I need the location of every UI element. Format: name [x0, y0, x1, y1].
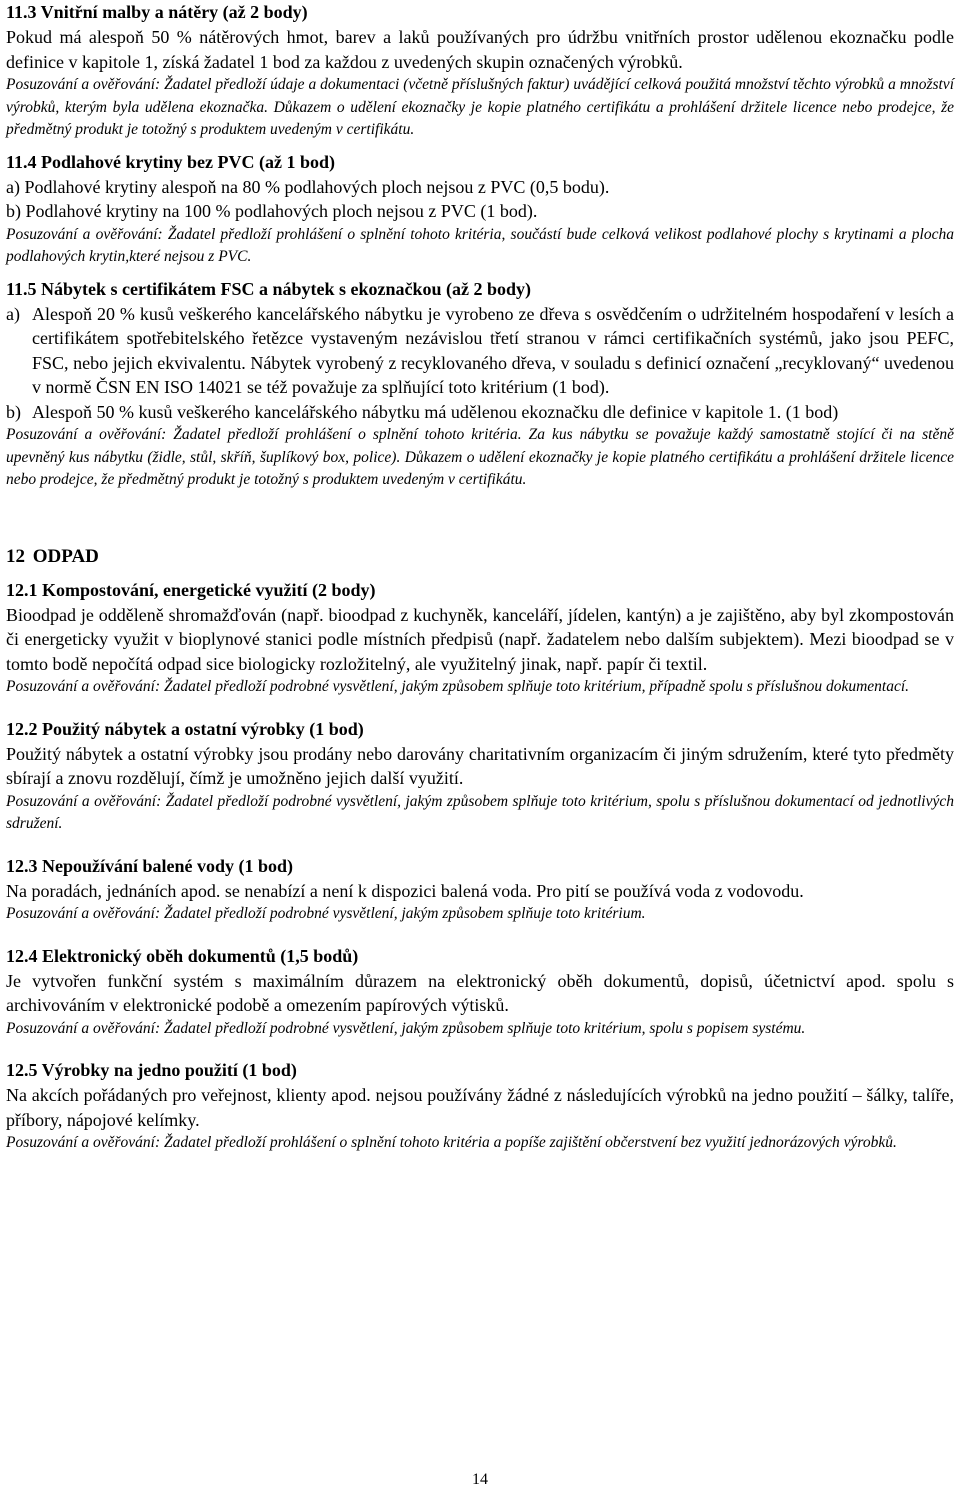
chapter-12-heading: 12 ODPAD	[6, 545, 99, 567]
section-12-1-body: Bioodpad je odděleně shromažďován (např. bioodpad z kuchyněk, kanceláří, jídelen, kantýn) a je zajištěno, aby byl zkompostován či energeticky využit v bioplynové stanici podle místních předpisů (např. žadatelem nebo dalším subjektem). Mezi bioodpad se v tomto bodě nepočítá odpad sice biologicky rozložitelný, ale využitelný jinak, např. papír či textil.	[6, 604, 954, 674]
section-12-3-assessment: Posuzování a ověřování: Žadatel předloží podrobné vysvětlení, jakým způsobem splňuje toto kritérium.	[6, 905, 646, 922]
list-marker: b)	[6, 401, 21, 422]
section-11-4-heading: 11.4 Podlahové krytiny bez PVC (až 1 bod)	[6, 151, 336, 172]
list-item-text: Alespoň 50 % kusů veškerého kancelářského nábytku má udělenou ekoznačku dle definice v kapitole 1. (1 bod)	[32, 401, 839, 422]
section-11-4-item-b: b) Podlahové krytiny na 100 % podlahových ploch nejsou z PVC (1 bod).	[6, 201, 538, 221]
section-11-3-assessment: Posuzování a ověřování: Žadatel předloží údaje a dokumentaci (včetně příslušných faktur) uvádějící celková použitá množství těchto výrobků a množství výrobků, kterým byla udělena ekoznačka. Důkazem o udělení ekoznačky je kopie platného certifikátu a prohlášení držitele licence nebo prodejce, že předmětný produkt je totožný s produktem uvedeným v certifikátu.	[6, 76, 954, 138]
section-11-5-item-b	[6, 400, 954, 425]
section-11-5-item-a	[6, 302, 954, 400]
section-12-5-heading: 12.5 Výrobky na jedno použití (1 bod)	[6, 1060, 297, 1080]
list-item-text: Alespoň 20 % kusů veškerého kancelářského nábytku je vyrobeno ze dřeva s osvědčením o udržitelném hospodaření v lesích a certifikátem spotřebitelského řetězce vystaveným nezávislou třetí stranou v rámci certifikačních systémů, jako jsou PEFC, FSC, nebo jejich ekvivalentu. Nábytek vyrobený z recyklovaného dřeva, v souladu s definicí označení „recyklovaný“ uvedenou v normě ČSN EN ISO 14021 se též považuje za splňující toto kritérium (1 bod).	[32, 303, 954, 397]
section-12-2-body: Použitý nábytek a ostatní výrobky jsou prodány nebo darovány charitativním organizacím či jiným sdružením, které tyto předměty sbírají a znovu rozdělují, čímž je umožněno jejich další využití.	[6, 743, 954, 788]
section-12-2-assessment: Posuzování a ověřování: Žadatel předloží podrobné vysvětlení, jakým způsobem splňuje toto kritérium, spolu s příslušnou dokumentací od jednotlivých sdružení.	[6, 792, 954, 832]
section-11-3-heading: 11.3 Vnitřní malby a nátěry (až 2 body)	[6, 2, 308, 22]
section-12-4-body: Je vytvořen funkční systém s maximálním důrazem na elektronický oběh dokumentů, dopisů, účetnictví apod. spolu s archivováním v elektronické podobě a omezením papírových výtisků.	[6, 970, 954, 1015]
section-12-4-assessment: Posuzování a ověřování: Žadatel předloží podrobné vysvětlení, jakým způsobem splňuje toto kritérium, spolu s popisem systému.	[6, 1019, 806, 1037]
list-marker: a)	[6, 303, 20, 324]
section-12-4-heading: 12.4 Elektronický oběh dokumentů (1,5 bodů)	[6, 945, 359, 966]
document-page	[6, 0, 954, 1155]
section-11-4-assessment: Posuzování a ověřování: Žadatel předloží prohlášení o splnění tohoto kritéria, součástí bude celková velikost podlahové plochy s krytinami a plocha podlahových krytin,které nejsou z PVC.	[6, 225, 954, 265]
page-number: 14	[472, 1471, 488, 1488]
section-11-5-heading: 11.5 Nábytek s certifikátem FSC a nábytek s ekoznačkou (až 2 body)	[6, 278, 531, 299]
section-12-3-heading: 12.3 Nepoužívání balené vody (1 bod)	[6, 855, 294, 876]
section-12-5-assessment: Posuzování a ověřování: Žadatel předloží prohlášení o splnění tohoto kritéria a popíše zajištění občerstvení bez využití jednorázových výrobků.	[6, 1134, 897, 1151]
section-12-3-body: Na poradách, jednáních apod. se nenabízí a není k dispozici balená voda. Pro pití se používá voda z vodovodu.	[6, 880, 804, 901]
section-11-5-assessment: Posuzování a ověřování: Žadatel předloží prohlášení o splnění tohoto kritéria. Za kus nábytku se považuje každý samostatně stojící či na stěně upevněný kus nábytku (židle, stůl, skříň, šuplíkový box, police). Důkazem o udělení ekoznačky je kopie platného certifikátu a prohlášení držitele licence nebo prodejce, že předmětný produkt je totožný s produktem uvedeným v certifikátu.	[6, 426, 954, 488]
section-11-3-body: Pokud má alespoň 50 % nátěrových hmot, barev a laků používaných pro údržbu vnitřních prostor udělenou ekoznačku podle definice v kapitole 1, získá žadatel 1 bod za každou z uvedených skupin označených výrobků.	[6, 27, 954, 72]
section-12-2-heading: 12.2 Použitý nábytek a ostatní výrobky (1 bod)	[6, 718, 364, 739]
section-12-1-heading: 12.1 Kompostování, energetické využití (2 body)	[6, 579, 376, 600]
section-12-5-body: Na akcích pořádaných pro veřejnost, klienty apod. nejsou používány žádné z následujících výrobků na jedno použití – šálky, talíře, příbory, nápojové kelímky.	[6, 1085, 954, 1130]
section-11-4-item-a: a) Podlahové krytiny alespoň na 80 % podlahových ploch nejsou z PVC (0,5 bodu).	[6, 176, 610, 197]
section-12-1-assessment: Posuzování a ověřování: Žadatel předloží podrobné vysvětlení, jakým způsobem splňuje toto kritérium, případně spolu s příslušnou dokumentací.	[6, 678, 910, 695]
